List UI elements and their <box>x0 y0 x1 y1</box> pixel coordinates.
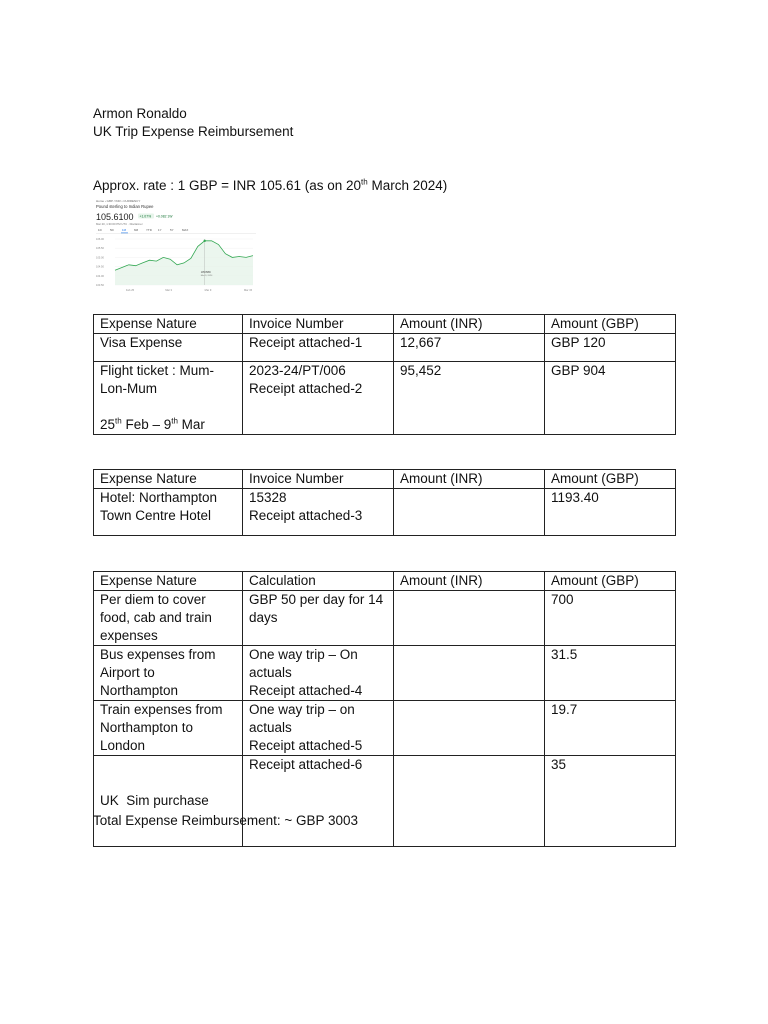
employee-name: Armon Ronaldo <box>93 106 187 121</box>
column-header: Calculation <box>243 572 394 591</box>
cell-line: Receipt attached-3 <box>249 508 363 523</box>
amount-inr-cell: 12,667 <box>394 334 545 362</box>
amount-inr-cell <box>394 489 545 536</box>
table-row <box>94 701 676 756</box>
chart-range-tabs <box>98 228 188 233</box>
cell-line: Flight ticket : Mum- <box>100 363 215 378</box>
other-expense-table <box>93 571 676 847</box>
amount-gbp-cell: 31.5 <box>545 646 676 701</box>
amount-inr-cell <box>394 701 545 756</box>
expense-nature-cell: Train expenses from Northampton to London <box>94 701 243 756</box>
chart-change-abs: +0.082 1W <box>156 214 173 219</box>
rate-text: Approx. rate : 1 GBP = INR 105.61 (as on 20 <box>93 178 362 193</box>
rate-suffix: March 2024) <box>367 178 448 193</box>
amount-gbp-cell: 1193.40 <box>545 489 676 536</box>
chart-x-tick-label: Mar 9 <box>204 289 212 292</box>
travel-expense-table <box>93 314 676 435</box>
calculation-cell: GBP 50 per day for 14 days <box>243 591 394 646</box>
chart-tooltip-value: 105.8986 <box>200 271 211 274</box>
exchange-rate-chart-image <box>93 197 259 295</box>
cell-line: 15328 <box>249 490 287 505</box>
chart-tab: 1M <box>122 228 127 232</box>
chart-tab: YTD <box>146 228 152 232</box>
document-title: UK Trip Expense Reimbursement <box>93 124 294 139</box>
chart-change: +1.07% <box>139 214 152 219</box>
chart-x-tick-label: Mar 3 <box>165 289 172 292</box>
table-header-row <box>94 315 676 334</box>
calculation-cell: One way trip – On actuals Receipt attached-4 <box>243 646 394 701</box>
expense-nature-cell <box>94 489 243 536</box>
amount-gbp-cell: 35 <box>545 756 676 847</box>
amount-gbp-cell: GBP 904 <box>545 362 676 435</box>
chart-breadcrumb: Home › GBP / INR • CURRENCY <box>96 199 141 203</box>
chart-y-tick-label: 105.50 <box>96 247 104 251</box>
cell-line: Town Centre Hotel <box>100 508 212 523</box>
expense-nature-cell: Bus expenses from Airport to Northampton <box>94 646 243 701</box>
column-header: Expense Nature <box>94 572 243 591</box>
amount-inr-cell <box>394 646 545 701</box>
chart-tab: 5D <box>110 228 114 232</box>
column-header: Amount (INR) <box>394 315 545 334</box>
chart-tab: 5Y <box>170 228 174 232</box>
exchange-rate-line <box>93 177 447 195</box>
column-header: Invoice Number <box>243 470 394 489</box>
chart-y-tick-label: 103.50 <box>96 284 104 287</box>
chart-y-tick-label: 106.00 <box>96 238 104 241</box>
travel-dates: 25th Feb – 9th Mar <box>100 416 205 432</box>
amount-inr-cell: 95,452 <box>394 362 545 435</box>
chart-x-tick-label: Mar 15 <box>244 289 253 292</box>
chart-tab: 1D <box>98 228 102 232</box>
chart-title: Pound sterling to Indian Rupee <box>96 204 154 209</box>
chart-y-tick-label: 104.00 <box>96 274 104 278</box>
expense-nature-cell: Per diem to cover food, cab and train expenses <box>94 591 243 646</box>
invoice-cell: Receipt attached-1 <box>243 334 394 362</box>
table-header-row <box>94 470 676 489</box>
chart-x-tick-label: Feb 25 <box>126 289 135 292</box>
chart-tab: MAX <box>182 228 189 232</box>
column-header: Invoice Number <box>243 315 394 334</box>
column-header: Expense Nature <box>94 315 243 334</box>
calculation-cell: Receipt attached-6 <box>243 756 394 847</box>
rate-sup: th <box>361 177 368 187</box>
chart-hover-point <box>204 240 206 242</box>
expense-nature-cell: Visa Expense <box>94 334 243 362</box>
table-row <box>94 334 676 362</box>
chart-tab: 6M <box>134 228 139 232</box>
chart-subtitle: Mar 20, 1:30:00 PM UTC · Disclaimer <box>96 222 143 226</box>
table-row <box>94 362 676 435</box>
invoice-cell <box>243 362 394 435</box>
table-header-row <box>94 572 676 591</box>
amount-gbp-cell: 700 <box>545 591 676 646</box>
chart-y-tick-label: 104.50 <box>96 265 104 269</box>
column-header: Expense Nature <box>94 470 243 489</box>
column-header: Amount (INR) <box>394 470 545 489</box>
expense-nature-cell: UK Sim purchase <box>94 756 243 847</box>
hotel-expense-table <box>93 469 676 536</box>
total-reimbursement: Total Expense Reimbursement: ~ GBP 3003 <box>93 813 359 828</box>
table-row <box>94 756 676 847</box>
expense-nature-cell <box>94 362 243 435</box>
column-header: Amount (INR) <box>394 572 545 591</box>
cell-line: Receipt attached-2 <box>249 381 363 396</box>
table-row <box>94 591 676 646</box>
column-header: Amount (GBP) <box>545 470 676 489</box>
chart-current-value: 105.6100 <box>96 212 134 222</box>
amount-gbp-cell: GBP 120 <box>545 334 676 362</box>
chart-tooltip-date: Mar 9, 2024 <box>200 275 213 277</box>
table-row <box>94 489 676 536</box>
column-header: Amount (GBP) <box>545 315 676 334</box>
cell-line: 2023-24/PT/006 <box>249 363 346 378</box>
calculation-cell: One way trip – on actuals Receipt attached-5 <box>243 701 394 756</box>
column-header: Amount (GBP) <box>545 572 676 591</box>
amount-gbp-cell: 19.7 <box>545 701 676 756</box>
cell-line: Hotel: Northampton <box>100 490 218 505</box>
invoice-cell <box>243 489 394 536</box>
chart-tab: 1Y <box>158 228 162 232</box>
table-row <box>94 646 676 701</box>
cell-line: Lon-Mum <box>100 381 158 396</box>
chart-y-tick-label: 105.00 <box>96 256 104 260</box>
amount-inr-cell <box>394 591 545 646</box>
amount-inr-cell <box>394 756 545 847</box>
